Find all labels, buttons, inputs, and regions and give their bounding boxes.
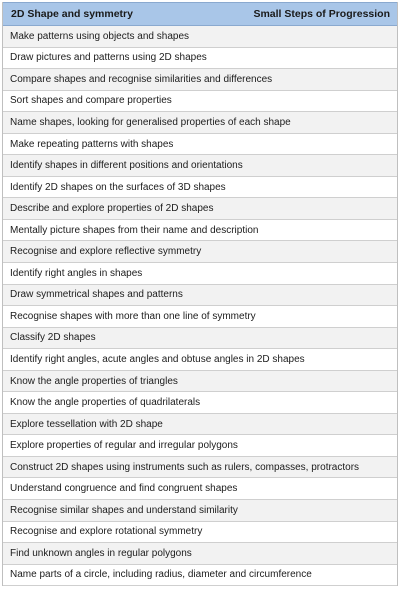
table-row: [3, 112, 397, 134]
table-row: [3, 91, 397, 113]
step-text: Understand congruence and find congruent shapes: [10, 483, 238, 495]
table-row: [3, 48, 397, 70]
step-text: Mentally picture shapes from their name and description: [10, 224, 259, 236]
table-row: [3, 306, 397, 328]
table-row: [3, 134, 397, 156]
table-row: [3, 565, 397, 587]
step-text: Name shapes, looking for generalised properties of each shape: [10, 116, 291, 128]
step-text: Recognise and explore rotational symmetry: [10, 526, 203, 538]
step-text: Compare shapes and recognise similarities and differences: [10, 73, 273, 85]
table-subtitle: Small Steps of Progression: [253, 8, 390, 20]
step-text: Construct 2D shapes using instruments such as rulers, compasses, protractors: [10, 461, 360, 473]
step-text: Draw symmetrical shapes and patterns: [10, 289, 183, 301]
table-row: [3, 349, 397, 371]
step-text: Identify 2D shapes on the surfaces of 3D shapes: [10, 181, 226, 193]
table-row: [3, 435, 397, 457]
step-text: Identify right angles in shapes: [10, 267, 143, 279]
step-text: Draw pictures and patterns using 2D shapes: [10, 52, 207, 64]
table-row: [3, 263, 397, 285]
table-row: [3, 500, 397, 522]
step-text: Name parts of a circle, including radius, diameter and circumference: [10, 569, 312, 581]
table-row: [3, 328, 397, 350]
table-row: [3, 371, 397, 393]
step-text: Recognise and explore reflective symmetry: [10, 246, 202, 258]
table-row: [3, 543, 397, 565]
steps-list: [3, 26, 397, 586]
step-text: Explore properties of regular and irregular polygons: [10, 440, 238, 452]
step-text: Make patterns using objects and shapes: [10, 30, 189, 42]
table-header: [3, 2, 397, 26]
table-row: [3, 285, 397, 307]
progression-table: [2, 2, 398, 586]
table-title: 2D Shape and symmetry: [11, 8, 133, 20]
step-text: Recognise similar shapes and understand similarity: [10, 504, 238, 516]
step-text: Make repeating patterns with shapes: [10, 138, 174, 150]
step-text: Explore tessellation with 2D shape: [10, 418, 163, 430]
table-row: [3, 241, 397, 263]
table-row: [3, 414, 397, 436]
table-row: [3, 220, 397, 242]
step-text: Know the angle properties of triangles: [10, 375, 178, 387]
table-row: [3, 457, 397, 479]
table-row: [3, 392, 397, 414]
step-text: Sort shapes and compare properties: [10, 95, 172, 107]
step-text: Know the angle properties of quadrilaterals: [10, 397, 201, 409]
table-row: [3, 522, 397, 544]
table-row: [3, 177, 397, 199]
step-text: Describe and explore properties of 2D shapes: [10, 203, 214, 215]
step-text: Recognise shapes with more than one line of symmetry: [10, 310, 256, 322]
step-text: Find unknown angles in regular polygons: [10, 547, 192, 559]
step-text: Classify 2D shapes: [10, 332, 96, 344]
table-row: [3, 26, 397, 48]
step-text: Identify shapes in different positions and orientations: [10, 160, 243, 172]
step-text: Identify right angles, acute angles and obtuse angles in 2D shapes: [10, 353, 305, 365]
table-row: [3, 69, 397, 91]
table-row: [3, 198, 397, 220]
table-row: [3, 155, 397, 177]
table-row: [3, 478, 397, 500]
